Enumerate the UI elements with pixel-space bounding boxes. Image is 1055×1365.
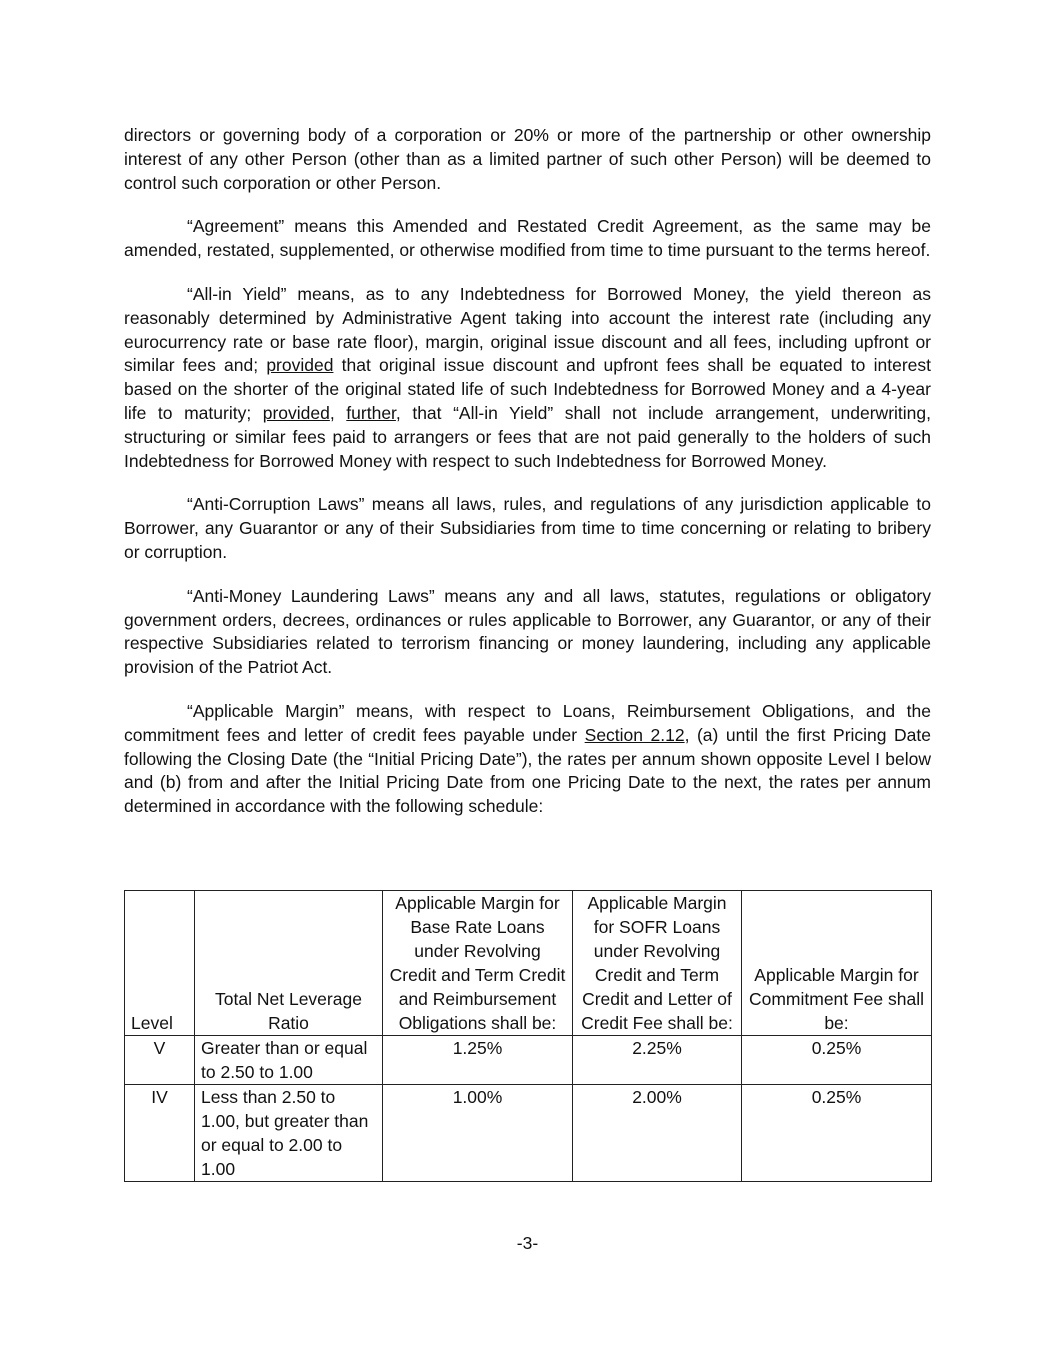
cell-commitment: 0.25% [742, 1085, 932, 1182]
definition-applicable-margin [124, 700, 931, 819]
cell-ratio: Greater than or equal to 2.50 to 1.00 [195, 1036, 383, 1085]
definition-text: means all laws, rules, and regulations of any jurisdiction applicable to Borrower, any Guarantor or any of their Subsidiaries from time to time concerning or relating to bribery or corruption. [124, 494, 931, 562]
term-anti-money-laundering-laws: “Anti-Money Laundering Laws” [187, 585, 435, 606]
header-total-net-leverage-ratio: Total Net Leverage Ratio [195, 891, 383, 1036]
provided-underlined: provided [266, 355, 334, 376]
cell-sofr: 2.25% [573, 1036, 742, 1085]
provided-underlined: provided [262, 402, 330, 423]
document-body [124, 124, 931, 839]
cell-level: IV [125, 1085, 195, 1182]
definition-text: means, as to any Indebtedness for Borrowed Money, the yield thereon as reasonably determined by Administrative Agent taking into account the interest rate (including any eurocurrency rate or base rate floor), margin, original issue discount and all fees, including upfront or similar fees and; [124, 283, 931, 376]
header-base-rate-margin: Applicable Margin for Base Rate Loans under Revolving Credit and Term Credit and Reimbursement Obligations shall be: [383, 891, 573, 1036]
cell-base-rate: 1.00% [383, 1085, 573, 1182]
term-agreement: “Agreement” [187, 216, 285, 237]
term-anti-corruption-laws: “Anti-Corruption Laws” [187, 494, 365, 515]
definition-text: means, with respect to Loans, Reimbursement Obligations, and the commitment fees and letter of credit fees payable under [124, 700, 932, 745]
cell-ratio: Less than 2.50 to 1.00, but greater than or equal to 2.00 to 1.00 [195, 1085, 383, 1182]
header-level: Level [125, 891, 195, 1036]
pricing-schedule-table [124, 890, 932, 1182]
header-sofr-margin: Applicable Margin for SOFR Loans under Revolving Credit and Term Credit and Letter of Credit Fee shall be: [573, 891, 742, 1036]
cell-commitment: 0.25% [742, 1036, 932, 1085]
definition-text: , that “All-in Yield” shall not include arrangement, underwriting, structuring or similar fees paid to arrangers or fees that are not paid generally to the holders of such Indebtedness for Borrowed Money with respect to such Indebtedness for Borrowed Money. [124, 402, 931, 471]
table-row [125, 1085, 932, 1182]
page-number: -3- [516, 1233, 539, 1253]
definition-text: , (a) until the first Pricing Date following the Closing Date (the “Initial Pricing Date”), the rates per annum shown opposite Level I below and (b) from and after the Initial Pricing Date from one Pricing Date to the next, the rates per annum determined in accordance with the following schedule: [124, 724, 932, 817]
table-row [125, 1036, 932, 1085]
definition-text: means any and all laws, statutes, regulations or obligatory government orders, decrees, ordinances or rules applicable to Borrower, any Guarantor, or any of their respective Subsidiaries related to terrorism financing or money laundering, including any applicable provision of the Patriot Act. [124, 585, 931, 678]
further-underlined: further [346, 402, 396, 423]
header-commitment-fee-margin: Applicable Margin for Commitment Fee shall be: [742, 891, 932, 1036]
definition-agreement [124, 215, 931, 263]
definition-anti-corruption-laws [124, 493, 931, 564]
cell-level: V [125, 1036, 195, 1085]
term-applicable-margin: “Applicable Margin” [187, 700, 345, 721]
section-reference: Section 2.12 [584, 724, 685, 745]
term-all-in-yield: “All-in Yield” [187, 283, 287, 304]
cell-base-rate: 1.25% [383, 1036, 573, 1085]
separator: , [329, 402, 347, 423]
definition-text: means this Amended and Restated Credit Agreement, as the same may be amended, restated, supplemented, or otherwise modified from time to time pursuant to the terms hereof. [124, 216, 931, 261]
definition-anti-money-laundering-laws [124, 585, 931, 680]
cell-sofr: 2.00% [573, 1085, 742, 1182]
table-header-row [125, 891, 932, 1036]
definition-all-in-yield [124, 283, 931, 473]
definition-text: that original issue discount and upfront fees shall be equated to interest based on the shorter of the original stated life of such Indebtedness for Borrowed Money and a 4-year life to maturity; [124, 355, 931, 423]
paragraph-control-continuation: directors or governing body of a corporation or 20% or more of the partnership or other ownership interest of any other Person (other than as a limited partner of such other Person) will be deemed to control such corporation or other Person. [124, 125, 931, 193]
